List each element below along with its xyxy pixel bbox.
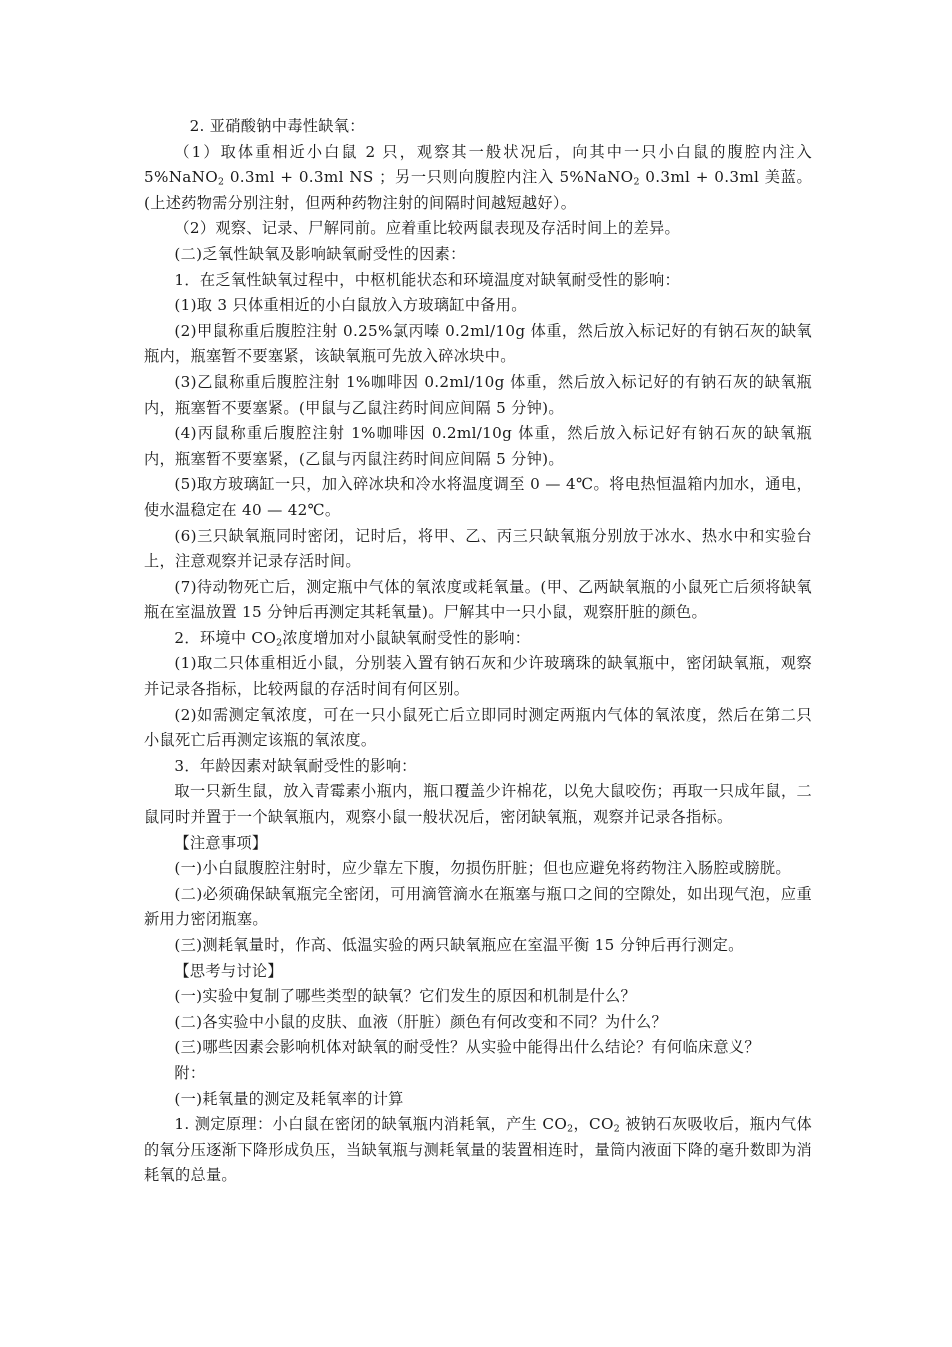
paragraph-measurement-principle: 1. 测定原理：小白鼠在密闭的缺氧瓶内消耗氧，产生 $CO_2$，$CO_2$ 被钠石灰吸收后，瓶内气体的氧分压逐渐下降形成负压，当缺氧瓶与测耗氧量的装置相连时，量筒内液面下降的毫升数即为消耗氧的总量。 [144, 1115, 812, 1185]
subsection-heading-age: 3．年龄因素对缺氧耐受性的影响： [174, 756, 417, 775]
appendix-heading-oxygen-consumption: (一)耗氧量的测定及耗氧率的计算 [174, 1089, 404, 1108]
paragraph-step-6: (6)三只缺氧瓶同时密闭，记时后，将甲、乙、丙三只缺氧瓶分别放于冰水、热水中和实验台上，注意观察并记录存活时间。 [144, 526, 812, 571]
appendix-label: 附： [174, 1063, 206, 1082]
paragraph-co2-step-1: (1)取二只体重相近小鼠，分别装入置有钠石灰和少许玻璃珠的缺氧瓶中，密闭缺氧瓶，观察并记录各指标，比较两鼠的存活时间有何区别。 [144, 654, 812, 699]
paragraph-question-2: (二)各实验中小鼠的皮肤、血液（肝脏）颜色有何改变和不同？为什么？ [174, 1012, 667, 1031]
paragraph-step-2: (2)甲鼠称重后腹腔注射 0.25%氯丙嗪 0.2ml/10g 体重，然后放入标记好的有钠石灰的缺氧瓶内，瓶塞暂不要塞紧，该缺氧瓶可先放入碎冰块中。 [144, 321, 812, 366]
paragraph-nitrite-step-1: （1）取体重相近小白鼠 2 只，观察其一般状况后，向其中一只小白鼠的腹腔内注入5%NaNO$_2$ 0.3ml + 0.3ml NS ；另一只则向腹腔内注入 5%NaNO$_2$ 0.3ml + 0.3ml 美蓝。(上述药物需分别注射，但两种药物注射的间隔时间越短越好）。 [144, 142, 812, 212]
paragraph-step-7: (7)待动物死亡后，测定瓶中气体的氧浓度或耗氧量。(甲、乙两缺氧瓶的小鼠死亡后须将缺氧瓶在室温放置 15 分钟后再测定其耗氧量)。尸解其中一只小鼠，观察肝脏的颜色。 [144, 577, 812, 622]
document-page [144, 114, 812, 1189]
paragraph-nitrite-step-2: （2）观察、记录、尸解同前。应着重比较两鼠表现及存活时间上的差异。 [174, 219, 680, 238]
paragraph-step-5: (5)取方玻璃缸一只，加入碎冰块和冷水将温度调至 0 — 4℃。将电热恒温箱内加水，通电，使水温稳定在 40 — 42℃。 [144, 475, 812, 519]
paragraph-age-procedure: 取一只新生鼠，放入青霉素小瓶内，瓶口覆盖少许棉花，以免大鼠咬伤；再取一只成年鼠，二鼠同时并置于一个缺氧瓶内，观察小鼠一般状况后，密闭缺氧瓶，观察并记录各指标。 [144, 782, 812, 827]
paragraph-precaution-2: (二)必须确保缺氧瓶完全密闭，可用滴管滴水在瓶塞与瓶口之间的空隙处，如出现气泡，应重新用力密闭瓶塞。 [144, 884, 812, 929]
section-heading-precautions: 【注意事项】 [174, 833, 268, 852]
section-heading-hypoxic-hypoxia: (二)乏氧性缺氧及影响缺氧耐受性的因素： [174, 244, 466, 263]
paragraph-step-4: (4)丙鼠称重后腹腔注射 1%咖啡因 0.2ml/10g 体重，然后放入标记好有钠石灰的缺氧瓶内，瓶塞暂不要塞紧，(乙鼠与丙鼠注药时间应间隔 5 分钟)。 [144, 424, 812, 468]
paragraph-precaution-3: (三)测耗氧量时，作高、低温实验的两只缺氧瓶应在室温平衡 15 分钟后再行测定。 [174, 936, 744, 954]
paragraph-question-1: (一)实验中复制了哪些类型的缺氧？它们发生的原因和机制是什么？ [174, 987, 636, 1006]
section-heading-discussion: 【思考与讨论】 [174, 961, 283, 980]
paragraph-step-3: (3)乙鼠称重后腹腔注射 1%咖啡因 0.2ml/10g 体重，然后放入标记好的有钠石灰的缺氧瓶内，瓶塞暂不要塞紧。(甲鼠与乙鼠注药时间应间隔 5 分钟)。 [144, 372, 812, 417]
paragraph-step-1: (1)取 3 只体重相近的小白鼠放入方玻璃缸中备用。 [174, 296, 527, 315]
paragraph-nitrite-hypoxia-heading: 2. 亚硝酸钠中毒性缺氧： [189, 117, 365, 135]
paragraph-co2-step-2: (2)如需测定氧浓度，可在一只小鼠死亡后立即同时测定两瓶内气体的氧浓度，然后在第二只小鼠死亡后再测定该瓶的氧浓度。 [144, 705, 812, 750]
paragraph-precaution-1: (一)小白鼠腹腔注射时，应少靠左下腹，勿损伤肝脏；但也应避免将药物注入肠腔或膀胱。 [174, 859, 791, 878]
paragraph-question-3: (三)哪些因素会影响机体对缺氧的耐受性？从实验中能得出什么结论？有何临床意义？ [174, 1038, 760, 1057]
subsection-heading-cns-temperature: 1．在乏氧性缺氧过程中，中枢机能状态和环境温度对缺氧耐受性的影响： [174, 270, 680, 289]
subsection-heading-co2: 2．环境中 $CO_2$浓度增加对小鼠缺氧耐受性的影响： [174, 628, 531, 649]
